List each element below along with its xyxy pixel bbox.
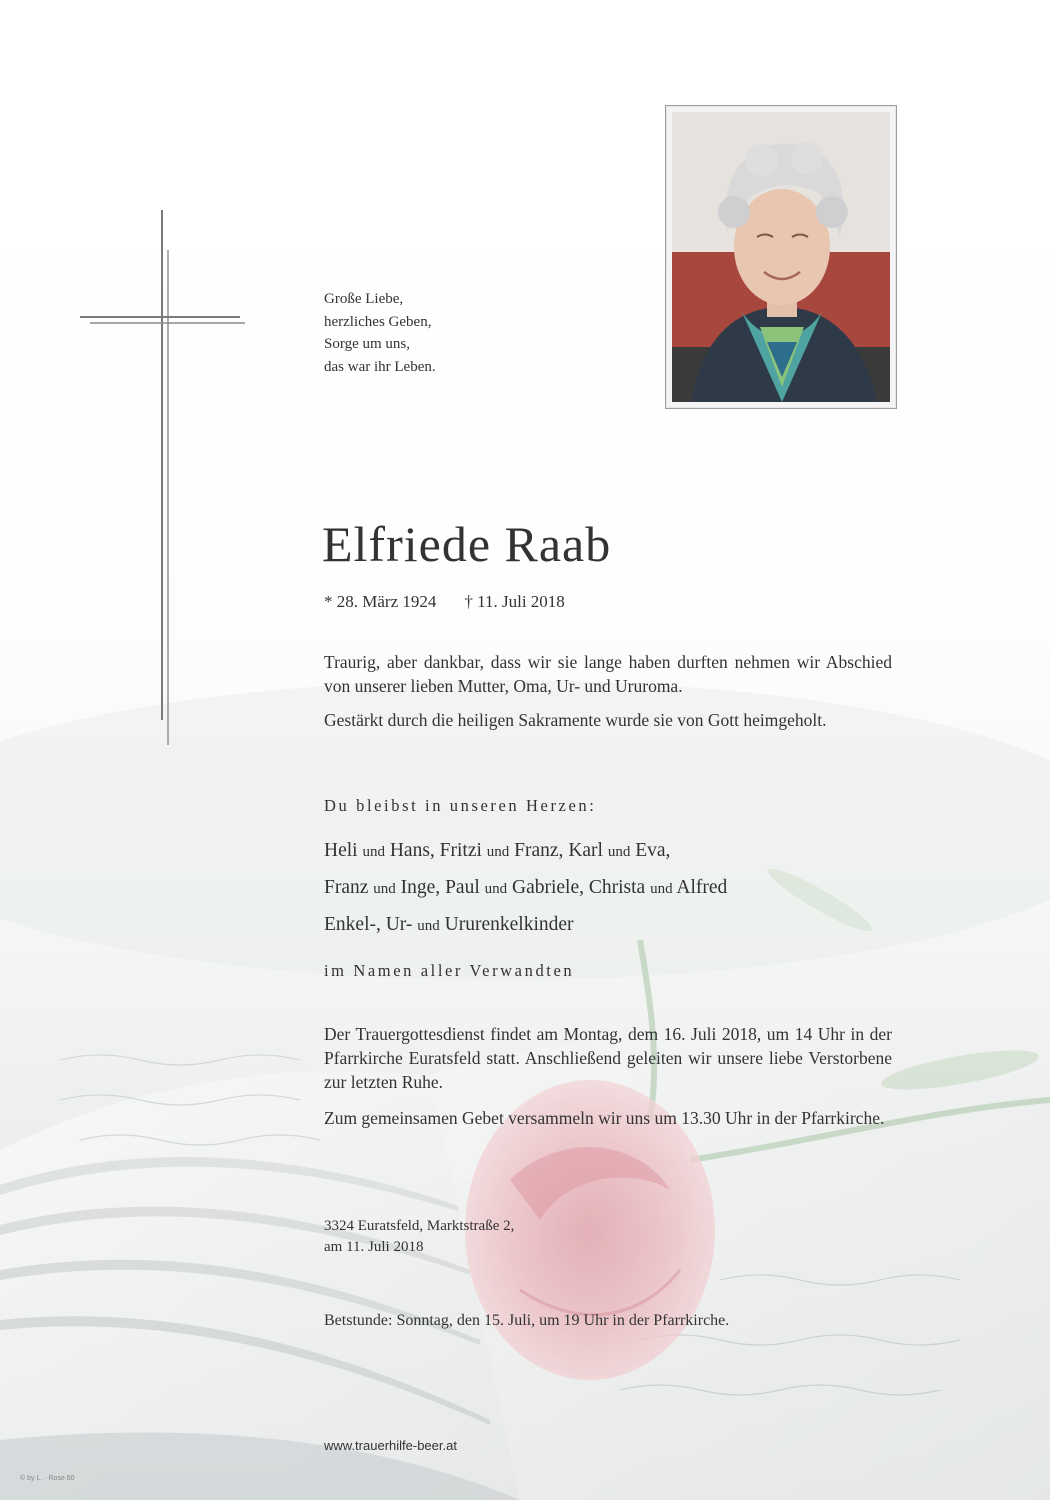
- connector: und: [650, 881, 673, 897]
- mourners-heading: Du bleibst in unseren Herzen:: [324, 796, 597, 815]
- portrait-photo: [672, 112, 890, 402]
- relatives-closing: im Namen aller Verwandten: [324, 961, 575, 980]
- mourner-name: Paul: [445, 877, 480, 898]
- mourner-name: Ururenkelkinder: [444, 914, 574, 935]
- sacrament-paragraph: Gestärkt durch die heiligen Sakramente wurde sie von Gott heimgeholt.: [324, 710, 827, 730]
- mourner-name: Eva,: [635, 840, 671, 861]
- mourner-name: Christa: [588, 877, 646, 898]
- address-block: [324, 1216, 514, 1258]
- mourner-name: Enkel-, Ur-: [324, 914, 413, 935]
- connector: und: [607, 844, 631, 860]
- mourner-name: Karl: [568, 840, 603, 861]
- prayer-hour: Betstunde: Sonntag, den 15. Juli, um 19 Uhr in der Pfarrkirche.: [324, 1312, 730, 1329]
- mourner-name: Fritzi: [439, 840, 482, 861]
- verse-line: Große Liebe,: [324, 291, 404, 307]
- verse-line: das war ihr Leben.: [324, 358, 436, 375]
- connector: und: [373, 881, 396, 897]
- verse-line: herzliches Geben,: [324, 313, 432, 330]
- copyright-note: © by L. · Rose 60: [20, 1475, 75, 1482]
- website-link[interactable]: www.trauerhilfe-beer.at: [324, 1438, 457, 1453]
- connector: und: [362, 844, 385, 860]
- prayer-gathering-paragraph: Zum gemeinsamen Gebet versammeln wir uns um 13.30 Uhr in der Pfarrkirche.: [324, 1108, 885, 1128]
- mourners-line: [324, 840, 670, 862]
- mourners-line: [324, 914, 574, 936]
- address-date: am 11. Juli 2018: [324, 1239, 424, 1255]
- mourner-name: Inge,: [400, 877, 441, 898]
- funeral-service-paragraph: Der Trauergottesdienst findet am Montag, dem 16. Juli 2018, um 14 Uhr in der Pfarrkirche Euratsfeld statt. Anschließend geleiten wir unsere liebe Verstorbene zur letzten Ruhe.: [324, 1024, 892, 1092]
- mourner-name: Gabriele,: [511, 877, 584, 898]
- verse: [324, 288, 574, 378]
- verse-line: Sorge um uns,: [324, 336, 410, 352]
- mourner-name: Heli: [324, 840, 358, 861]
- connector: und: [417, 918, 440, 934]
- mourner-name: Franz: [324, 877, 369, 898]
- mourners-line: [324, 877, 727, 899]
- address-line: 3324 Euratsfeld, Marktstraße 2,: [324, 1218, 515, 1234]
- mourner-name: Hans,: [389, 840, 435, 861]
- mourner-name: Franz,: [514, 840, 564, 861]
- birth-date: * 28. März 1924: [324, 592, 437, 611]
- mourner-name: Alfred: [676, 877, 728, 898]
- death-date: † 11. Juli 2018: [464, 592, 565, 611]
- life-dates: [324, 592, 565, 612]
- connector: und: [484, 881, 508, 897]
- portrait-photo-frame: [665, 105, 897, 409]
- connector: und: [486, 844, 510, 860]
- announcement-paragraph: Traurig, aber dankbar, dass wir sie lange haben durften nehmen wir Abschied von unserer lieben Mutter, Oma, Ur- und Ururoma.: [324, 652, 892, 696]
- cross-icon: [80, 210, 250, 750]
- deceased-name: Elfriede Raab: [322, 516, 612, 572]
